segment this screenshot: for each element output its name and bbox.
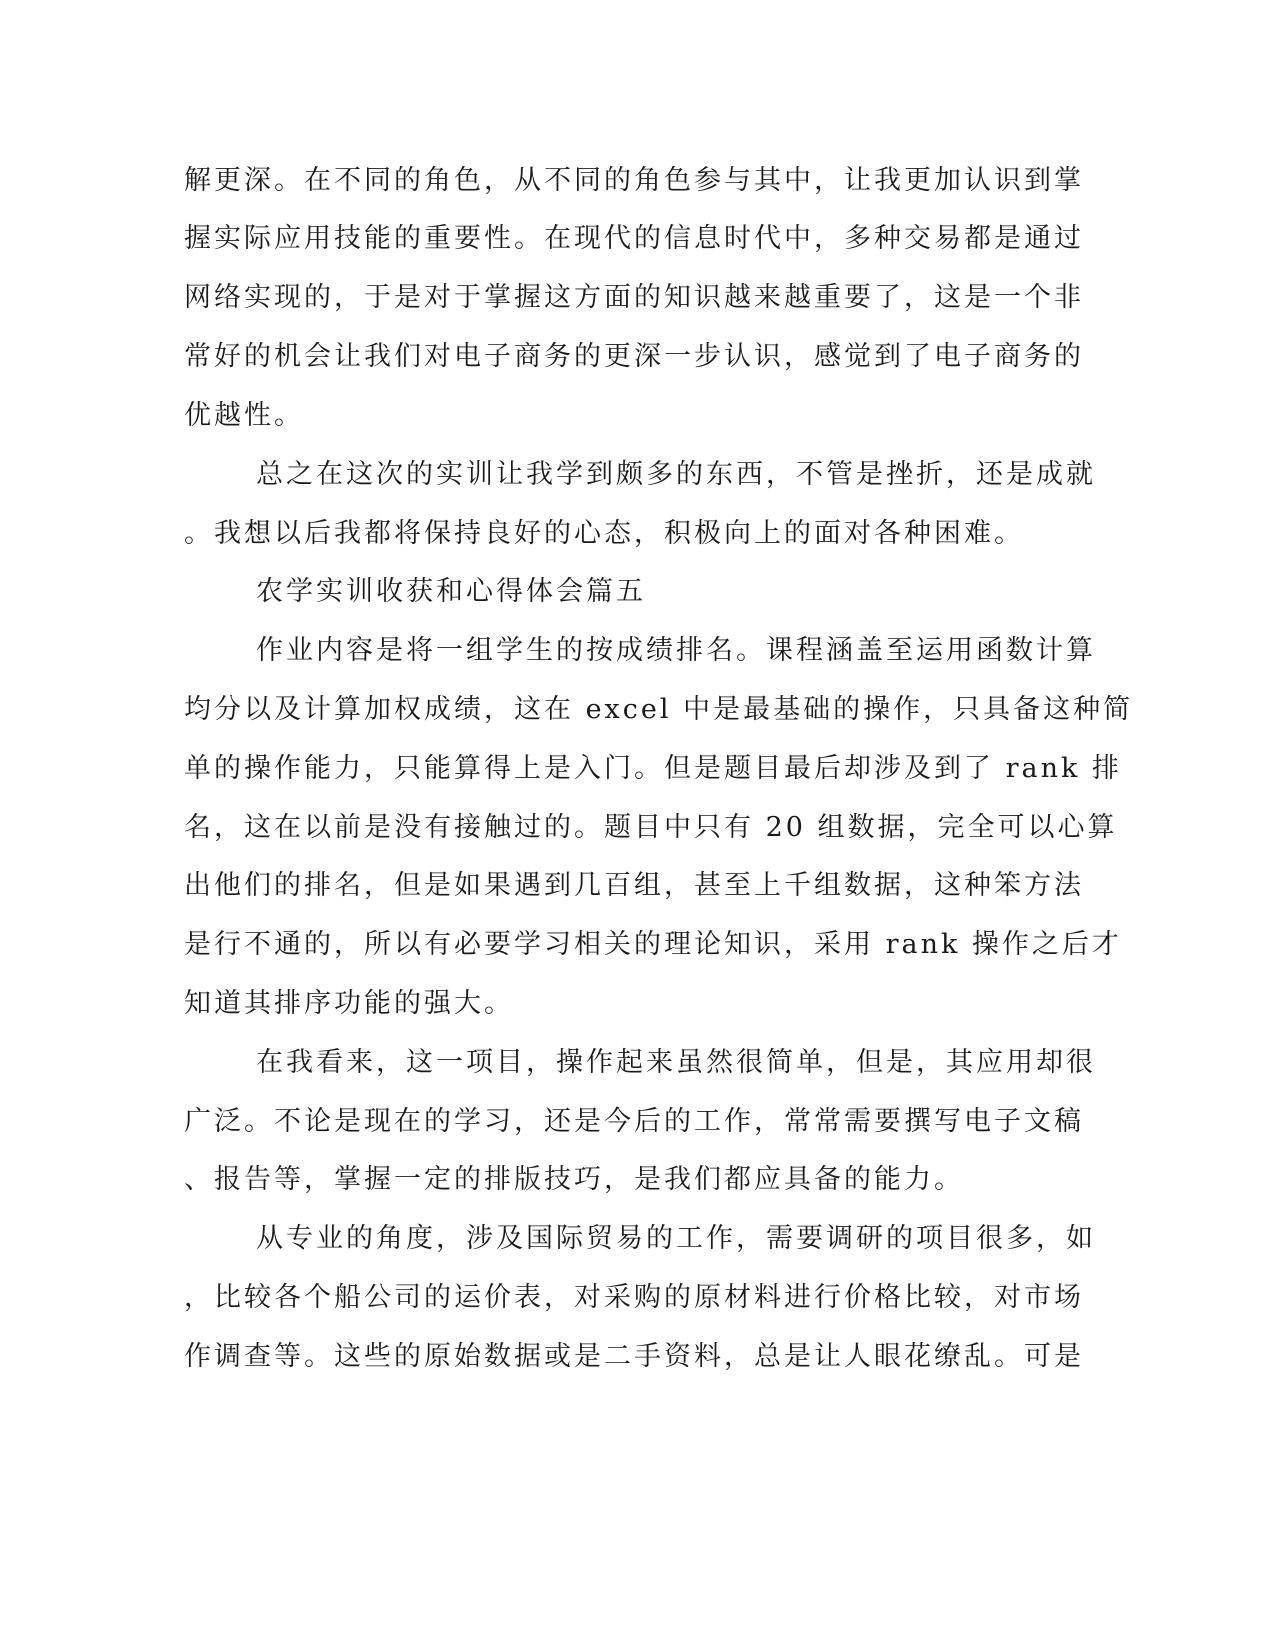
text-line: 在我看来，这一项目，操作起来虽然很简单，但是，其应用却很 [256, 1047, 1096, 1078]
text-line: 握实际应用技能的重要性。在现代的信息时代中，多种交易都是通过 [184, 223, 1084, 254]
text-line: 作业内容是将一组学生的按成绩排名。课程涵盖至运用函数计算 [256, 635, 1096, 666]
text-line: 名，这在以前是没有接触过的。题目中只有 20 组数据，完全可以心算 [184, 812, 1118, 843]
text-line: 总之在这次的实训让我学到颇多的东西，不管是挫折，还是成就 [256, 459, 1096, 490]
text-line: 知道其排序功能的强大。 [184, 988, 514, 1019]
text-line: 网络实现的，于是对于掌握这方面的知识越来越重要了，这是一个非 [184, 282, 1084, 313]
text-line: 常好的机会让我们对电子商务的更深一步认识，感觉到了电子商务的 [184, 341, 1084, 372]
text-line: ，比较各个船公司的运价表，对采购的原材料进行价格比较，对市场 [184, 1282, 1084, 1313]
text-line: 、报告等，掌握一定的排版技巧，是我们都应具备的能力。 [184, 1164, 964, 1195]
text-line: 解更深。在不同的角色，从不同的角色参与其中，让我更加认识到掌 [184, 165, 1084, 196]
text-line: 从专业的角度，涉及国际贸易的工作，需要调研的项目很多，如 [256, 1223, 1096, 1254]
text-line: 广泛。不论是现在的学习，还是今后的工作，常常需要撰写电子文稿 [184, 1106, 1084, 1137]
section-heading: 农学实训收获和心得体会篇五 [256, 576, 646, 607]
text-line: 。我想以后我都将保持良好的心态，积极向上的面对各种困难。 [184, 518, 1024, 549]
text-line: 是行不通的，所以有必要学习相关的理论知识，采用 rank 操作之后才 [184, 929, 1122, 960]
text-line: 出他们的排名，但是如果遇到几百组，甚至上千组数据，这种笨方法 [184, 870, 1084, 901]
text-line: 均分以及计算加权成绩，这在 excel 中是最基础的操作，只具备这种简 [184, 694, 1134, 725]
text-line: 单的操作能力，只能算得上是入门。但是题目最后却涉及到了 rank 排 [184, 753, 1122, 784]
text-line: 作调查等。这些的原始数据或是二手资料，总是让人眼花缭乱。可是 [184, 1341, 1084, 1372]
text-line: 优越性。 [184, 400, 304, 431]
